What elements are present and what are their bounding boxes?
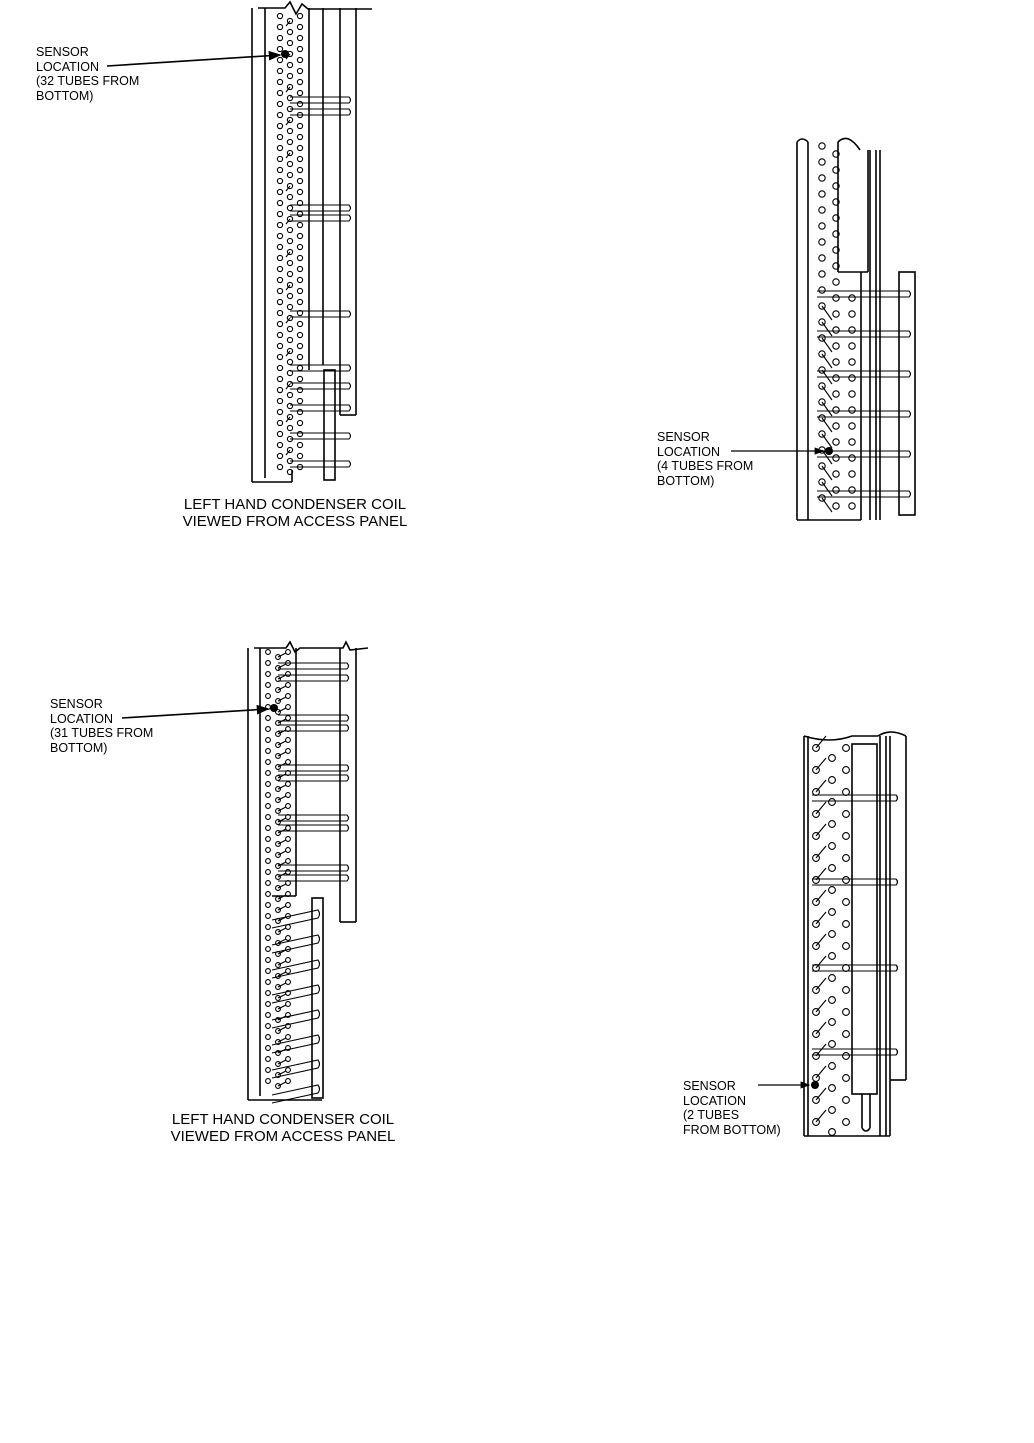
caption-line: VIEWED FROM ACCESS PANEL bbox=[170, 1128, 396, 1145]
sensor-label-line: (2 TUBES bbox=[683, 1108, 740, 1122]
caption-line: LEFT HAND CONDENSER COIL bbox=[183, 496, 407, 513]
sensor-label-line: LOCATION bbox=[36, 59, 99, 74]
sensor-label-line: (4 TUBES FROM bbox=[657, 459, 754, 473]
sensor-label-line: SENSOR bbox=[683, 1079, 736, 1093]
sensor-label-line: BOTTOM) bbox=[50, 740, 108, 755]
sensor-label-line: SENSOR bbox=[50, 697, 103, 711]
sensor-label-line: SENSOR bbox=[657, 430, 710, 444]
leader-arrow bbox=[122, 709, 268, 718]
sensor-label-line: LOCATION bbox=[657, 444, 720, 459]
sensor-label-line: BOTTOM) bbox=[657, 473, 715, 488]
sensor-label-line: (31 TUBES FROM bbox=[50, 726, 154, 740]
sensor-label-line: SENSOR bbox=[36, 45, 89, 59]
sensor-label-line: BOTTOM) bbox=[36, 88, 94, 103]
sensor-label-line: (32 TUBES FROM bbox=[36, 74, 140, 88]
caption-line: LEFT HAND CONDENSER COIL bbox=[171, 1111, 395, 1128]
sensor-label-line: LOCATION bbox=[50, 711, 113, 726]
sensor-label-line: FROM BOTTOM) bbox=[683, 1122, 781, 1137]
leader-arrow bbox=[107, 55, 280, 66]
caption-line: VIEWED FROM ACCESS PANEL bbox=[182, 513, 408, 530]
sensor-label-line: LOCATION bbox=[683, 1093, 746, 1108]
